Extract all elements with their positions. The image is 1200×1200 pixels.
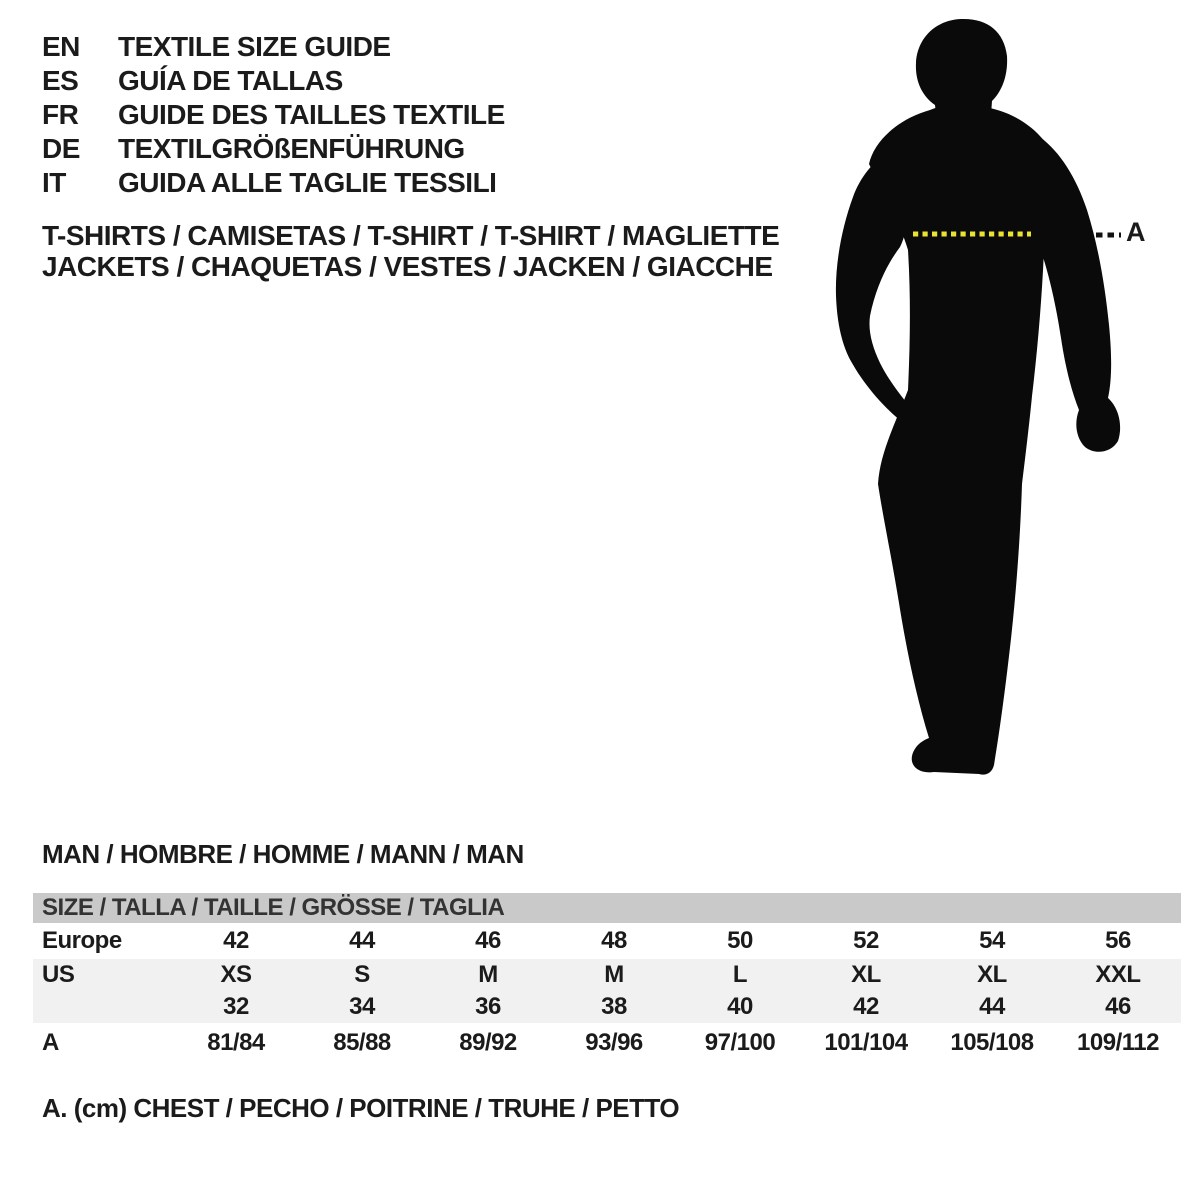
list-item [42,166,505,200]
table-cell: 42 [853,993,879,1020]
table-cell: M [478,961,498,988]
table-cell: 44 [979,993,1005,1020]
category-lines [42,220,779,282]
silhouette-right-arm [1038,137,1120,452]
language-title: GUIDA ALLE TAGLIE TESSILI [118,167,497,198]
table-cell: 38 [601,993,627,1020]
table-cell: 32 [223,993,249,1020]
language-list [42,30,505,200]
row-label: Europe [42,927,122,954]
table-cell: 89/92 [459,1029,517,1056]
section-title: MAN / HOMBRE / HOMME / MANN / MAN [42,839,524,869]
table-cell: 97/100 [704,1029,776,1056]
language-code: IT [42,167,66,198]
language-code: DE [42,133,80,164]
table-cell: 93/96 [585,1029,643,1056]
table-cell: 109/112 [1077,1029,1159,1056]
table-cell: XXL [1095,961,1141,988]
table-cell: 48 [601,927,627,954]
table-cell: L [732,961,748,988]
table-cell: 56 [1105,927,1131,954]
list-item [42,132,505,166]
table-cell: 50 [727,927,753,954]
table-cell: M [604,961,624,988]
size-table [33,893,1181,1063]
language-code: EN [42,31,80,62]
table-cell: 105/108 [950,1029,1034,1056]
table-row-europe [33,923,1181,959]
list-item [42,98,505,132]
table-cell: 52 [853,927,879,954]
table-row-chest [33,1023,1181,1063]
table-row-us [33,959,1181,991]
table-cell: 46 [475,927,501,954]
table-cell: 85/88 [333,1029,391,1056]
row-label: A [42,1029,59,1056]
table-cell: 44 [349,927,375,954]
language-code: FR [42,99,79,130]
table-cell: 54 [979,927,1005,954]
table-cell: 46 [1105,993,1131,1020]
table-cell: XL [851,961,881,988]
table-cell: 101/104 [824,1029,908,1056]
language-code: ES [42,65,79,96]
language-title: TEXTILE SIZE GUIDE [118,31,391,62]
table-cell: XL [977,961,1007,988]
man-figure [830,8,1160,783]
table-cell: 34 [349,993,375,1020]
language-title: TEXTILGRÖßENFÜHRUNG [118,133,465,164]
measure-label-a: A [1126,217,1145,247]
category-line-1: T-SHIRTS / CAMISETAS / T-SHIRT / T-SHIRT / MAGLIETTE [42,220,780,251]
row-label: US [42,961,75,988]
table-row-numeric [33,991,1181,1023]
language-title: GUIDE DES TAILLES TEXTILE [118,99,505,130]
table-cell: 36 [475,993,501,1020]
size-table-header: SIZE / TALLA / TAILLE / GRÖSSE / TAGLIA [33,893,1181,923]
table-cell: 42 [223,927,249,954]
list-item [42,30,505,64]
footnote: A. (cm) CHEST / PECHO / POITRINE / TRUHE / PETTO [42,1093,680,1123]
silhouette-left-arm [836,142,920,428]
table-cell: 40 [727,993,753,1020]
table-cell: XS [220,961,252,988]
list-item [42,64,505,98]
category-line-2: JACKETS / CHAQUETAS / VESTES / JACKEN / GIACCHE [42,251,773,282]
table-cell: S [354,961,370,988]
language-title: GUÍA DE TALLAS [118,65,343,96]
table-cell: 81/84 [207,1029,265,1056]
silhouette-legs [878,484,1022,775]
